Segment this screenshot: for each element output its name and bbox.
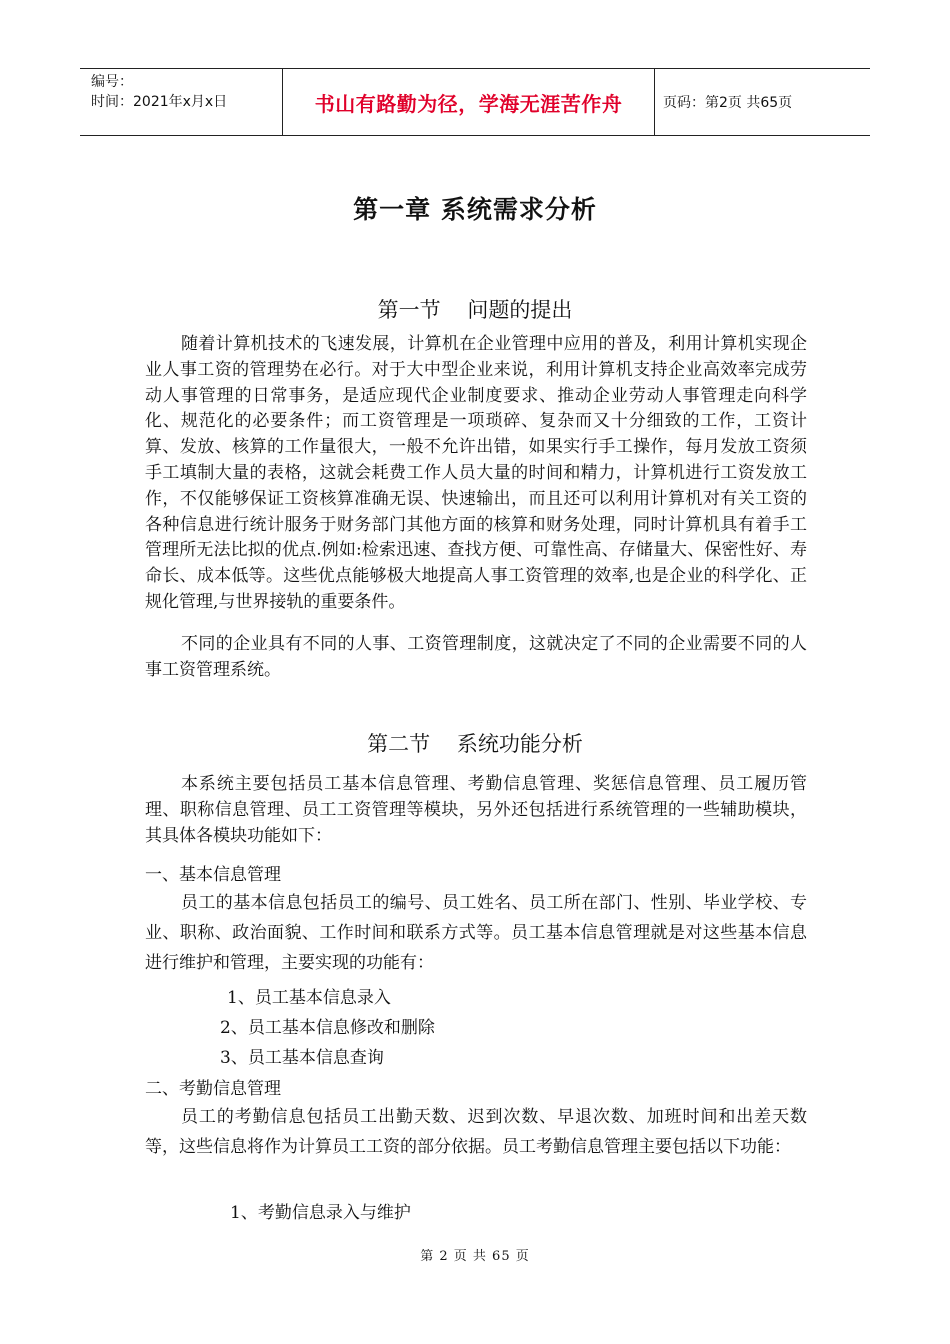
section1-paragraph-1: 随着计算机技术的飞速发展，计算机在企业管理中应用的普及，利用计算机实现企业人事工资的管理势在必行。对于大中型企业来说，利用计算机支持企业高效率完成劳动人事管理的日常事务，是适应现代企业制度要求、推动企业劳动人事管理走向科学化、规范化的必要条件；而工资管理是一项琐碎、复杂而又十分细致的工作，工资计算、发放、核算的工作量很大，一般不允许出错，如果实行手工操作，每月发放工资须手工填制大量的表格，这就会耗费工作人员大量的时间和精力，计算机进行工资发放工作，不仅能够保证工资核算准确无误、快速输出，而且还可以利用计算机对有关工资的各种信息进行统计服务于财务部门其他方面的核算和财务处理，同时计算机具有着手工管理所无法比拟的优点.例如:检索迅速、查找方便、可靠性高、存储量大、保密性好、寿命长、成本低等。这些优点能够极大地提高人事工资管理的效率,也是企业的科学化、正规化管理,与世界接轨的重要条件。 (145, 334, 807, 612)
module1-item-1: 1、员工基本信息录入 (227, 988, 391, 1008)
header-motto-cell (282, 69, 655, 135)
section2-intro: 本系统主要包括员工基本信息管理、考勤信息管理、奖惩信息管理、员工履历管理、职称信息管理、员工工资管理等模块，另外还包括进行系统管理的一些辅助模块，其具体各模块功能如下： (145, 774, 807, 846)
module2-heading: 二、考勤信息管理 (145, 1079, 281, 1099)
section1-title: 第一节 问题的提出 (377, 298, 573, 322)
section1-paragraph-2: 不同的企业具有不同的人事、工资管理制度，这就决定了不同的企业需要不同的人事工资管理系统。 (145, 634, 807, 680)
motto-text: 书山有路勤为径，学海无涯苦作舟 (314, 91, 623, 116)
header-page-info: 页码：第2页 共65页 (663, 95, 793, 111)
module2-item-1: 1、考勤信息录入与维护 (230, 1203, 411, 1223)
date-label: 时间：2021年x月x日 (91, 94, 228, 110)
module1-heading: 一、基本信息管理 (145, 865, 281, 885)
number-label: 编号： (91, 74, 133, 90)
section2-title: 第二节 系统功能分析 (367, 732, 583, 756)
module2-description: 员工的考勤信息包括员工出勤天数、迟到次数、早退次数、加班时间和出差天数等，这些信息将作为计算员工工资的部分依据。员工考勤信息管理主要包括以下功能： (145, 1107, 807, 1157)
module1-description: 员工的基本信息包括员工的编号、员工姓名、员工所在部门、性别、毕业学校、专业、职称、政治面貌、工作时间和联系方式等。员工基本信息管理就是对这些基本信息进行维护和管理，主要实现的功能有： (145, 893, 807, 973)
header-meta (80, 69, 282, 135)
chapter-title: 第一章 系统需求分析 (353, 195, 597, 224)
document-header (80, 68, 870, 136)
page-footer: 第 2 页 共 65 页 (420, 1249, 530, 1264)
module1-item-2: 2、员工基本信息修改和删除 (220, 1018, 435, 1038)
module1-item-3: 3、员工基本信息查询 (220, 1048, 384, 1068)
